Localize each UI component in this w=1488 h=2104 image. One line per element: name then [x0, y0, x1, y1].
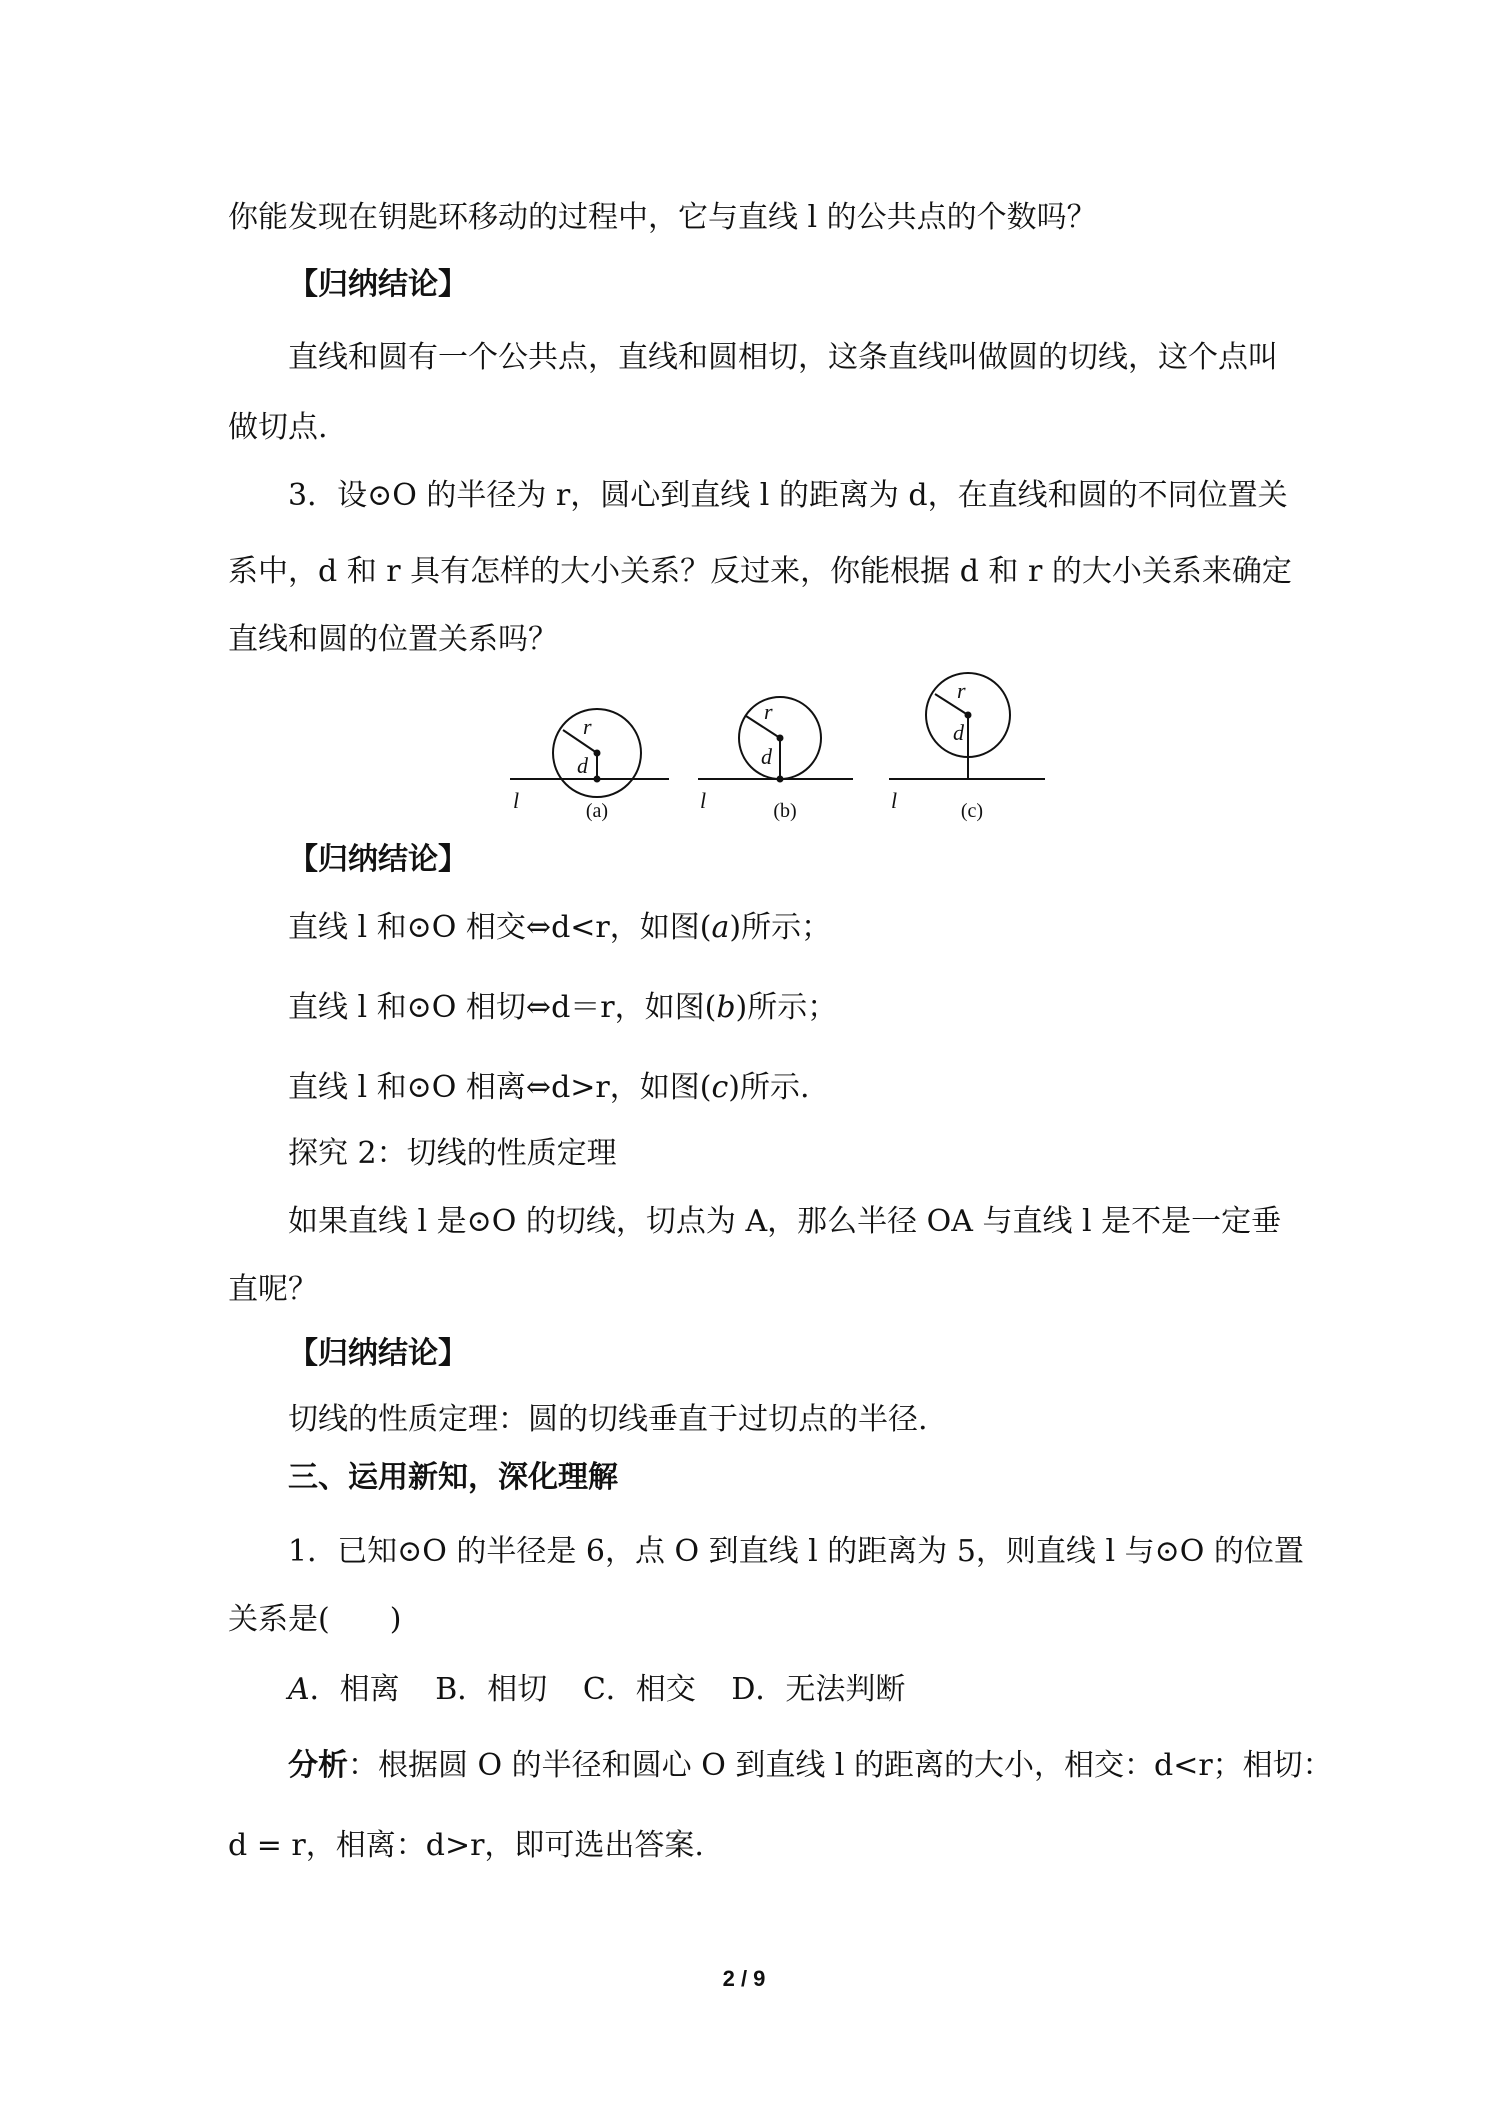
- text-line: 系中，d 和 r 具有怎样的大小关系？反过来，你能根据 d 和 r 的大小关系来确定: [228, 554, 1292, 589]
- label-d-b: d: [761, 744, 772, 769]
- circle-line-figure: [505, 672, 1050, 832]
- radius-r-b: [746, 716, 780, 738]
- label-l-b: l: [700, 788, 707, 813]
- section-heading: 【归纳结论】: [288, 1336, 468, 1371]
- section-heading: 【归纳结论】: [288, 842, 468, 877]
- label-d-c: d: [953, 720, 964, 745]
- option-a: A．相离: [288, 1672, 400, 1707]
- caption-c: (c): [960, 800, 984, 822]
- text-line: 3．设⊙O 的半径为 r，圆心到直线 l 的距离为 d，在直线和圆的不同位置关: [288, 478, 1288, 513]
- caption-b: (b): [773, 800, 797, 822]
- analysis-line: 分析：根据圆 O 的半径和圆心 O 到直线 l 的距离的大小，相交：d<r；相切：: [288, 1748, 1333, 1783]
- text-line: 探究 2：切线的性质定理: [288, 1136, 617, 1171]
- label-l-a: l: [513, 788, 520, 813]
- label-l-c: l: [891, 788, 898, 813]
- option-d: D．无法判断: [731, 1672, 906, 1707]
- text-line: 直线和圆的位置关系吗？: [228, 622, 558, 657]
- conclusion-line: 直线 l 和⊙O 相交⇔d<r，如图(a)所示；: [288, 910, 832, 945]
- text-line: 做切点.: [228, 410, 328, 445]
- center-dot-a: [594, 750, 601, 757]
- text-line: 直呢？: [228, 1272, 318, 1307]
- text-line: 直线和圆有一个公共点，直线和圆相切，这条直线叫做圆的切线，这个点叫: [288, 340, 1278, 375]
- text-line: 如果直线 l 是⊙O 的切线，切点为 A，那么半径 OA 与直线 l 是不是一定垂: [288, 1204, 1282, 1239]
- text-line: 你能发现在钥匙环移动的过程中，它与直线 l 的公共点的个数吗？: [228, 200, 1097, 235]
- section-heading: 【归纳结论】: [288, 267, 468, 302]
- question-line: 关系是( ): [228, 1602, 402, 1637]
- label-r-a: r: [583, 714, 592, 739]
- section-heading: 三、运用新知，深化理解: [288, 1460, 618, 1495]
- tangent-dot-a: [594, 776, 601, 783]
- question-line: 1．已知⊙O 的半径是 6，点 O 到直线 l 的距离为 5，则直线 l 与⊙O 的位置: [288, 1534, 1304, 1569]
- label-r-b: r: [764, 699, 773, 724]
- option-c: C．相交: [582, 1672, 696, 1707]
- option-b: B．相切: [435, 1672, 548, 1707]
- page-number: 2 / 9: [722, 1966, 766, 1991]
- label-r-c: r: [957, 678, 966, 703]
- text-line: 切线的性质定理：圆的切线垂直于过切点的半径.: [288, 1402, 928, 1437]
- label-d-a: d: [577, 753, 588, 778]
- center-dot-c: [965, 712, 972, 719]
- radius-r-a: [563, 730, 597, 753]
- analysis-label: 分析: [288, 1748, 348, 1783]
- conclusion-line: 直线 l 和⊙O 相切⇔d＝r，如图(b)所示；: [288, 990, 838, 1025]
- conclusion-line: 直线 l 和⊙O 相离⇔d>r，如图(c)所示.: [288, 1070, 810, 1105]
- analysis-line: d = r，相离：d>r，即可选出答案.: [228, 1828, 704, 1863]
- center-dot-b: [777, 735, 784, 742]
- caption-a: (a): [585, 800, 609, 822]
- options-line: [288, 1670, 931, 1710]
- tangent-dot-b: [777, 776, 784, 783]
